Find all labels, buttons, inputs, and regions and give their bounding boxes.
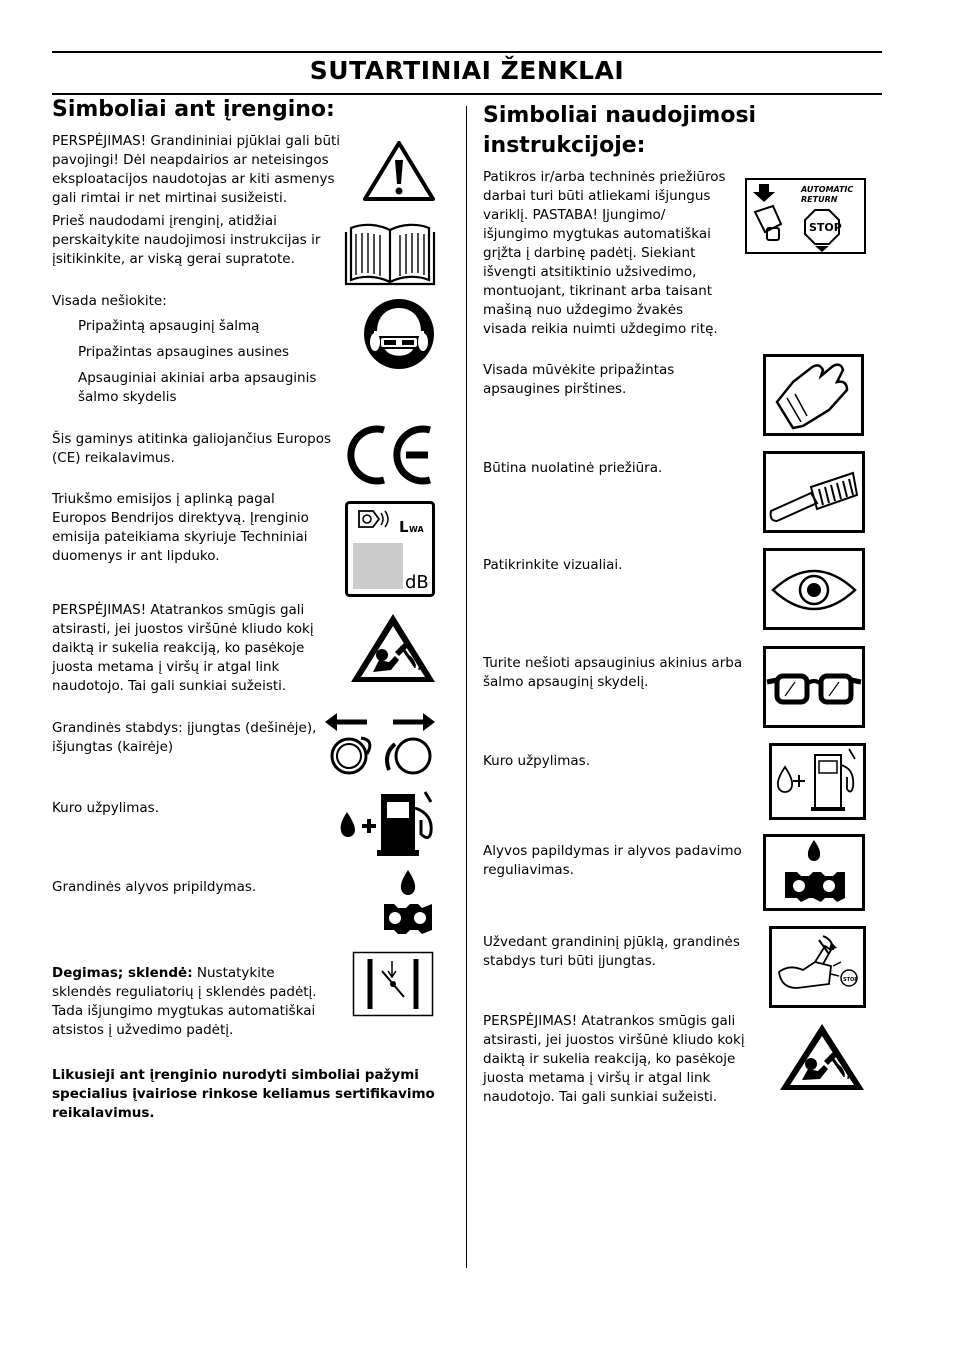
ce-mark-icon (344, 422, 436, 488)
auto-return-label-1: AUTOMATIC (801, 185, 854, 194)
choke-bold-label: Degimas; sklendė: (52, 965, 193, 981)
right-heading-line2: instrukcijoje: (483, 133, 646, 158)
svg-text:WA: WA (409, 525, 424, 534)
kickback-warning-icon (778, 1022, 866, 1092)
noise-text: Triukšmo emisijos į aplinką pagal Europos Bendrijos direktyvą. Įrenginio emisija pateikiama skyriuje Techniniai duomenys ir ant lipduko. (52, 491, 309, 564)
visual-check-text: Patikrinkite vizualiai. (483, 557, 623, 573)
chain-brake-text: Grandinės stabdys: įjungtas (dešinėje), išjungtas (kairėje) (52, 720, 317, 755)
goggles-text: Turite nešioti apsauginius akinius arba šalmo apsauginį skydelį. (483, 655, 743, 690)
auto-return-label-2: RETURN (801, 195, 838, 204)
chain-brake-icon (323, 710, 437, 776)
warning-triangle-icon (362, 140, 436, 202)
svg-text:STOP: STOP (843, 977, 858, 983)
gloves-text: Visada mūvėkite pripažintas apsaugines pirštines. (483, 362, 675, 397)
footer-note: Likusieji ant įrenginio nurodyti simboliai pažymi specialius įvairiose rinkose keliamus sertifikavimo reikalavimus. (52, 1067, 435, 1121)
ppe-item-ear-protection: Pripažintas apsaugines ausines (78, 344, 290, 360)
column-divider (466, 106, 467, 1268)
noise-label-icon (345, 501, 435, 597)
oil-text: Alyvos papildymas ir alyvos padavimo reguliavimas. (483, 843, 742, 878)
start-brake-text: Užvedant grandininį pjūklą, grandinės stabdys turi būti įjungtas. (483, 934, 740, 969)
right-heading-line1: Simboliai naudojimosi (483, 103, 757, 128)
left-heading: Simboliai ant įrengino: (52, 97, 335, 122)
chain-oil-icon (380, 868, 436, 938)
fuel-right-text: Kuro užpylimas. (483, 753, 590, 769)
choke-icon (352, 951, 434, 1017)
choke-text (52, 964, 334, 1040)
top-rule (52, 51, 882, 53)
kickback-icon (349, 612, 437, 684)
auto-return-stop-icon (745, 178, 866, 254)
ppe-item-eye-protection: Apsauginiai akiniai arba apsauginis šalmo skydelis (78, 370, 317, 405)
glove-icon (763, 354, 864, 436)
oil-chain-icon (763, 834, 865, 911)
svg-text:L: L (399, 518, 409, 536)
always-wear-text: Visada nešiokite: (52, 293, 167, 309)
fuel-text: Kuro užpylimas. (52, 800, 159, 816)
kickback-right-text: PERSPĖJIMAS! Atatrankos smūgis gali atsirasti, jei juostos viršūnė kliudo kokį daiktą ir sukelia reakciją, ko pasėkoje juosta metama į viršų ir atgal link naudotojo. Tai gali sunkiai sužeisti. (483, 1013, 745, 1105)
warning-intro-text: PERSPĖJIMAS! Grandininiai pjūklai gali būti pavojingi! Dėl neapdairios ar neteisingos eksploatacijos naudotojas ar kiti asmenys gali rimtai ir net mirtinai susižeisti. (52, 133, 341, 206)
start-brake-icon (769, 926, 866, 1008)
ce-text: Šis gaminys atitinka galiojančius Europos (CE) reikalavimus. (52, 431, 332, 466)
read-manual-text: Prieš naudodami įrenginį, atidžiai perskaitykite naudojimosi instrukcijas ir įsitikinkite, ar viską gerai supratote. (52, 213, 321, 267)
brush-icon (763, 451, 865, 533)
choke-description: Nustatykite sklendės reguliatorių į sklendės padėtį. Tada išjungimo mygtukas automatiškai atsistos į užvedimo padėtį. (52, 965, 317, 1038)
fuel-pump-icon (769, 743, 866, 820)
ppe-head-icon (363, 298, 435, 370)
maintenance-text: Patikros ir/arba techninės priežiūros darbai turi būti atliekami išjungus variklį. PASTABA! Įjungimo/ išjungimo mygtukas automatiškai grįžta į darbinę padėtį. Siekiant išvengti atsitiktinio užsivedimo, montuojant, tikrinant arba taisant mašiną nuo uždegimo žvakės visada reikia nuimti uždegimo ritę. (483, 169, 726, 337)
manual-book-icon (343, 220, 437, 288)
fuel-icon (337, 788, 437, 858)
stop-label: STOP (809, 221, 842, 234)
eye-icon (763, 548, 865, 630)
kickback-text: PERSPĖJIMAS! Atatrankos smūgis gali atsirasti, jei juostos viršūnė kliudo kokį daiktą ir sukelia reakciją, ko pasėkoje juosta metama į viršų ir atgal link naudotojo. Tai gali sunkiai sužeisti. (52, 602, 314, 694)
chain-oil-text: Grandinės alyvos pripildymas. (52, 879, 257, 895)
ppe-item-helmet: Pripažintą apsauginį šalmą (78, 318, 260, 334)
cleaning-text: Būtina nuolatinė priežiūra. (483, 460, 663, 476)
page-title: SUTARTINIAI ŽENKLAI (309, 56, 625, 85)
goggles-icon (763, 646, 865, 728)
svg-text:dB: dB (405, 572, 429, 593)
